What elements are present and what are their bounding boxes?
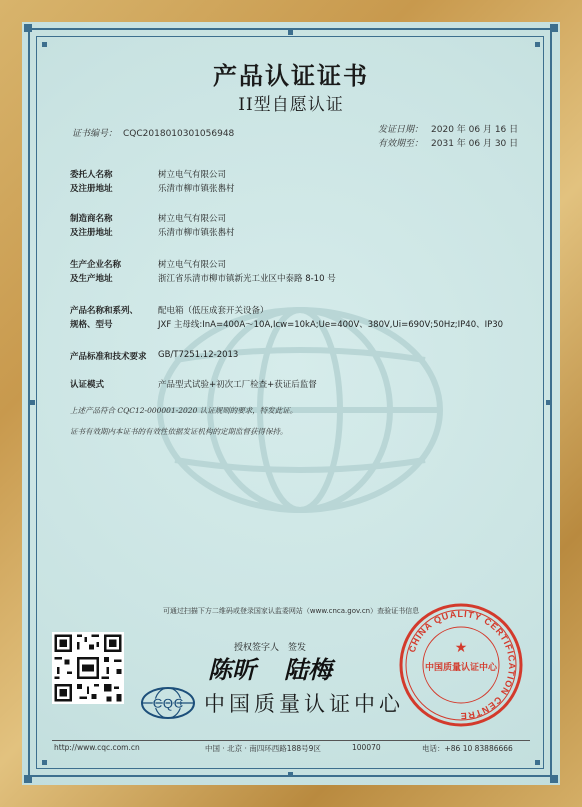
- product-label-2: 规格、型号: [70, 320, 113, 330]
- footer-divider: [52, 740, 530, 741]
- edge-square: [30, 400, 35, 405]
- standard-label: 产品标准和技术要求: [70, 352, 147, 362]
- corner-square: [535, 42, 540, 47]
- issue-date-value: 2020 年 06 月 16 日: [431, 125, 519, 135]
- qr-code[interactable]: [52, 632, 124, 704]
- corner-square: [535, 760, 540, 765]
- manufacturer-label-2: 及注册地址: [70, 228, 113, 238]
- product-label-1: 产品名称和系列、: [70, 306, 139, 316]
- client-name: 树立电气有限公司: [158, 170, 227, 180]
- corner-square: [42, 42, 47, 47]
- certificate-dates: [378, 123, 518, 151]
- edge-square: [288, 772, 293, 777]
- client-address: 乐清市柳市镇张嶴村: [158, 184, 235, 194]
- seal-outer-text: CHINA QUALITY CERTIFICATION CENTRE: [406, 608, 518, 722]
- factory-label-2: 及生产地址: [70, 274, 113, 284]
- issue-date-label: 发证日期：: [378, 125, 424, 135]
- note-line-1: 上述产品符合 CQC12-000001-2020 认证规则的要求，特发此证。: [70, 406, 298, 415]
- expiry-date-value: 2031 年 06 月 30 日: [431, 139, 519, 149]
- manufacturer-label-1: 制造商名称: [70, 214, 113, 224]
- footer-phone: 电话：+86 10 83886666: [422, 744, 513, 753]
- certificate-number: [72, 126, 234, 139]
- factory-label-1: 生产企业名称: [70, 260, 122, 270]
- client-label-1: 委托人名称: [70, 170, 113, 180]
- seal-inner-text: 中国质量认证中心: [424, 663, 498, 673]
- cqc-logo: [140, 686, 196, 720]
- corner-ornament: [550, 24, 558, 32]
- authorized-signature: 陈昕: [208, 655, 256, 684]
- manufacturer-name: 树立电气有限公司: [158, 214, 227, 224]
- corner-square: [42, 760, 47, 765]
- mode-label: 认证模式: [70, 380, 105, 390]
- footer-address: 中国 · 北京 · 南四环西路188号9区: [205, 744, 321, 753]
- factory-address: 浙江省乐清市柳市镇新光工业区中泰路 8-10 号: [158, 274, 336, 284]
- certificate-number-value: CQC2018010301056948: [123, 129, 235, 139]
- corner-ornament: [24, 24, 32, 32]
- footer-postcode: 100070: [352, 743, 381, 752]
- logo-text: CQC: [152, 695, 184, 711]
- issuer-signature: 陆梅: [284, 655, 332, 684]
- issuer-label: 签发: [288, 643, 307, 653]
- seal-star-icon: ★: [454, 640, 468, 656]
- certificate-number-label: 证书编号：: [72, 129, 118, 139]
- mode-value: 产品型式试验+初次工厂检查+获证后监督: [158, 380, 317, 390]
- note-line-2: 证书有效期内本证书的有效性依据发证机构的定期监督获得保持。: [70, 427, 288, 436]
- corner-ornament: [550, 775, 558, 783]
- product-name: 配电箱（低压成套开关设备）: [158, 306, 269, 316]
- certificate-title: 产品认证证书: [213, 61, 369, 90]
- client-label-2: 及注册地址: [70, 184, 113, 194]
- standard-value: GB/T7251.12-2013: [158, 350, 239, 360]
- product-spec: JXF 主母线:InA=400A～10A,Icw=10kA;Ue=400V、380V,Ui=690V;50Hz;IP40、IP30: [158, 320, 504, 330]
- edge-square: [288, 30, 293, 35]
- certificate-subtitle: II型自愿认证: [238, 95, 344, 115]
- manufacturer-address: 乐清市柳市镇张嶴村: [158, 228, 235, 238]
- qr-verification-note: 可通过扫描下方二维码或登录国家认监委网站（www.cnca.gov.cn）查验证书信息: [162, 607, 420, 615]
- corner-ornament: [24, 775, 32, 783]
- expiry-date-label: 有效期至：: [378, 139, 424, 149]
- edge-square: [546, 400, 551, 405]
- footer-website[interactable]: http://www.cqc.com.cn: [54, 743, 140, 752]
- issuing-center-name: 中国质量认证中心: [204, 692, 404, 716]
- authorized-signatory-label: 授权签字人: [234, 643, 280, 653]
- factory-name: 树立电气有限公司: [158, 260, 227, 270]
- official-seal: [396, 600, 526, 730]
